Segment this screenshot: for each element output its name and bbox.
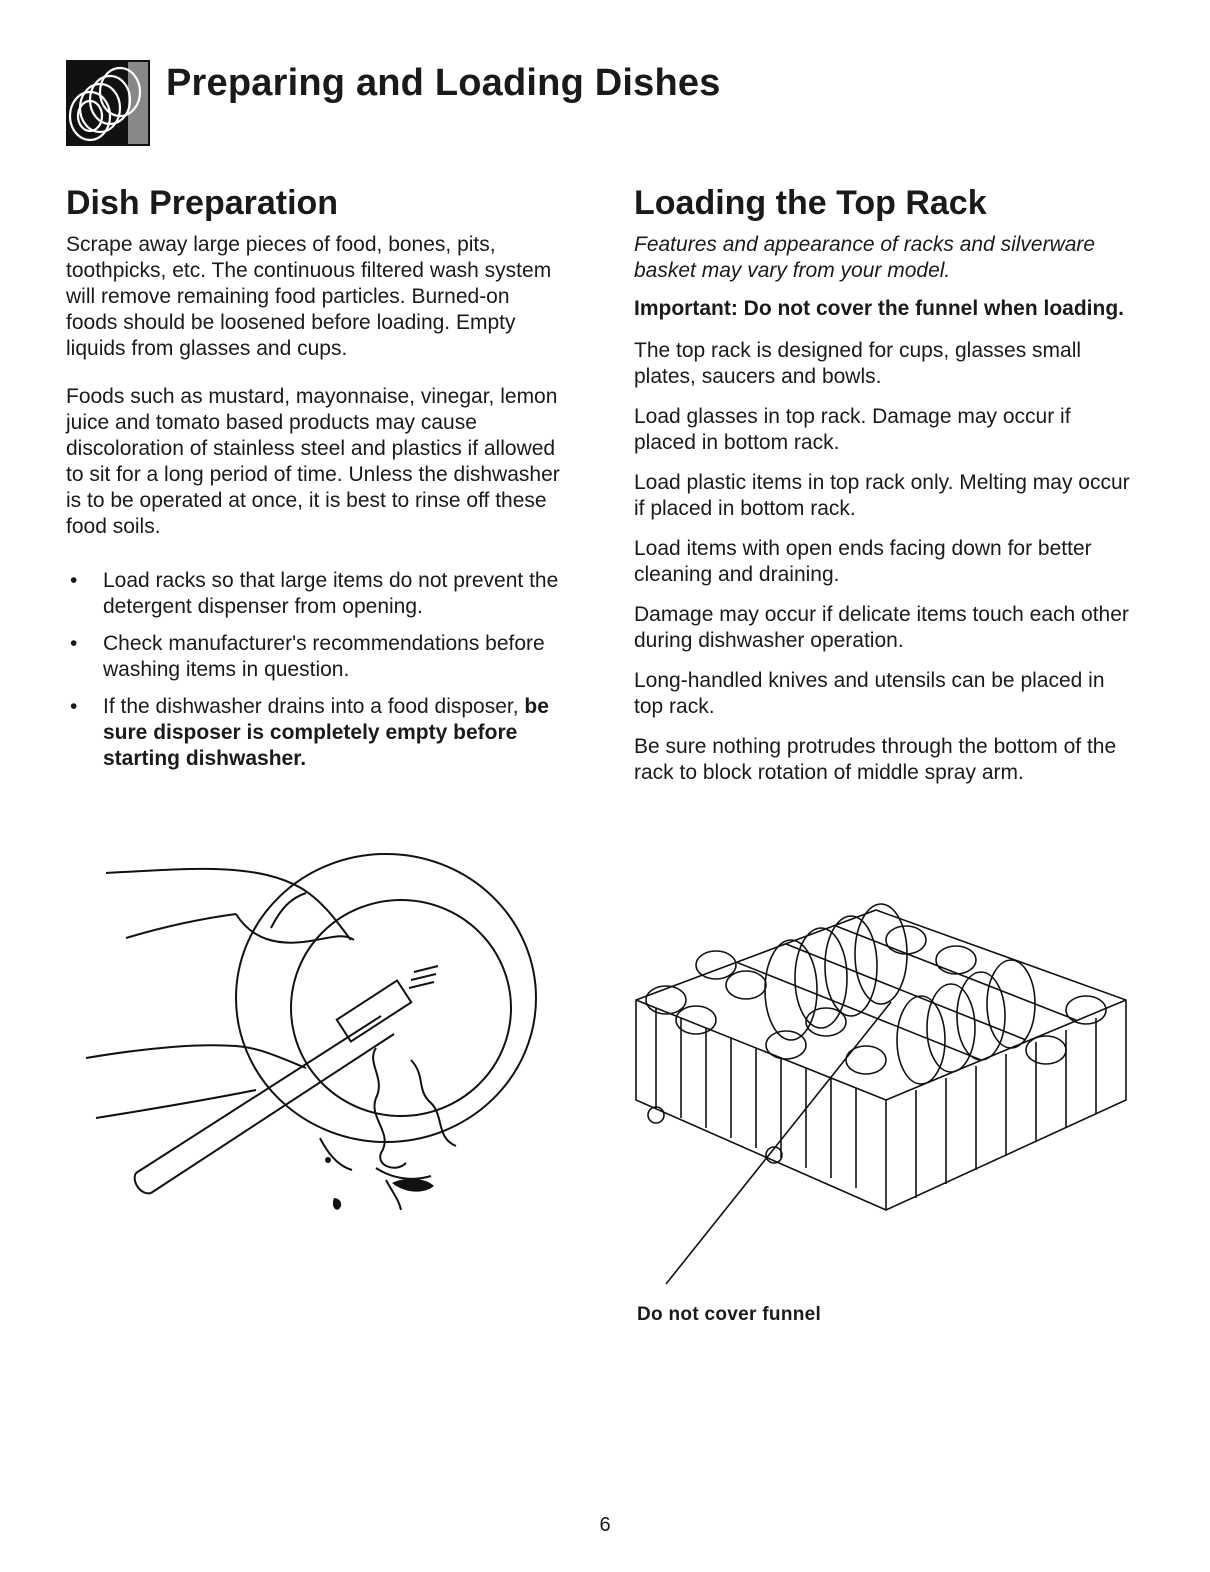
loading-top-rack-section: [634, 182, 1134, 800]
bullet-text: If the dishwasher drains into a food disposer,: [103, 695, 525, 718]
paragraph: Be sure nothing protrudes through the bottom of the rack to block rotation of middle spray arm.: [634, 735, 1117, 784]
bullet-item: [66, 568, 566, 620]
page-header: [66, 58, 1166, 148]
paragraph: Load glasses in top rack. Damage may occur if placed in bottom rack.: [634, 405, 1071, 454]
bullet-marker: •: [70, 695, 78, 718]
bullet-text: Check manufacturer's recommendations before washing items in question.: [103, 632, 545, 681]
important-note: Important: Do not cover the funnel when loading.: [634, 297, 1124, 320]
dish-preparation-section: [66, 182, 566, 783]
paragraph: Long-handled knives and utensils can be placed in top rack.: [634, 669, 1105, 718]
bullet-bold-text: be sure disposer is completely empty before starting dishwasher.: [103, 695, 549, 770]
paragraph: Load items with open ends facing down for better cleaning and draining.: [634, 537, 1092, 586]
figure-caption: Do not cover funnel: [637, 1304, 822, 1325]
page-title: Preparing and Loading Dishes: [166, 62, 721, 104]
bullet-item: [66, 631, 566, 683]
model-note: Features and appearance of racks and silverware basket may vary from your model.: [634, 233, 1096, 282]
bullet-marker: •: [70, 569, 78, 592]
section-heading: Loading the Top Rack: [634, 184, 987, 222]
paragraph: Scrape away large pieces of food, bones, pits, toothpicks, etc. The continuous filtered wash system will remove remaining food particles. Burned-on foods should be loosened before loading. Empty liquids from glasses and cups.: [66, 233, 552, 360]
section-heading: Dish Preparation: [66, 184, 339, 222]
paragraph: Load plastic items in top rack only. Melting may occur if placed in bottom rack.: [634, 471, 1130, 520]
paragraph: The top rack is designed for cups, glasses small plates, saucers and bowls.: [634, 339, 1082, 388]
top-rack-loaded-illustration: [626, 850, 1136, 1290]
bullet-list: [66, 568, 566, 772]
dishes-stack-icon: [66, 60, 150, 146]
paragraph: Damage may occur if delicate items touch each other during dishwasher operation.: [634, 603, 1129, 652]
bullet-marker: •: [70, 632, 78, 655]
hand-scraping-plate-illustration: [76, 848, 556, 1218]
bullet-item: [66, 694, 566, 772]
paragraph: Foods such as mustard, mayonnaise, vinegar, lemon juice and tomato based products may cause discoloration of stainless steel and plastics if allowed to sit for a long period of time. Unless the dishwasher is to be operated at once, it is best to rinse off these food soils.: [66, 385, 560, 538]
page-number: 6: [599, 1514, 611, 1536]
bullet-text: Load racks so that large items do not prevent the detergent dispenser from opening.: [103, 569, 559, 618]
